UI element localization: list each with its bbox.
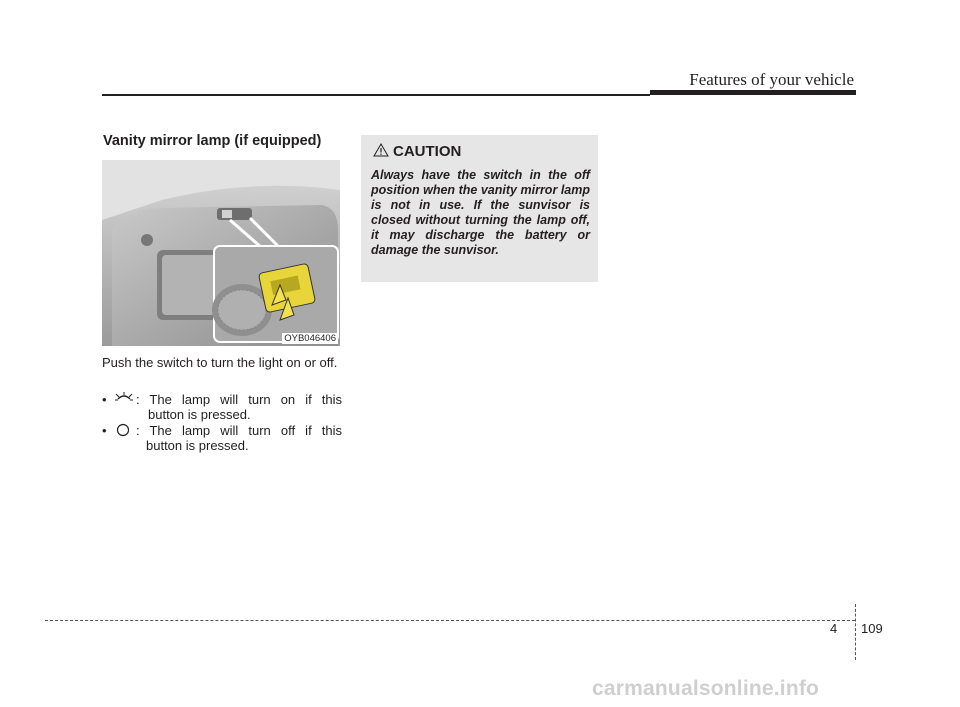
header-rule xyxy=(102,94,650,96)
bullet-dot: • xyxy=(102,423,107,438)
caution-box xyxy=(361,135,598,282)
figure-code: OYB046406 xyxy=(284,333,336,344)
header-rule-thick xyxy=(650,90,856,95)
running-header-title: Features of your vehicle xyxy=(689,70,854,89)
body-intro: Push the switch to turn the light on or off. xyxy=(102,355,338,370)
bullet-text-line1: : The lamp will turn off if this xyxy=(136,423,342,438)
warning-triangle-icon xyxy=(373,143,389,161)
bullet-text-line2: button is pressed. xyxy=(148,407,251,422)
footer-rule xyxy=(45,620,855,621)
lamp-on-icon xyxy=(114,392,134,407)
section-number: 4 xyxy=(830,621,838,636)
caution-text: Always have the switch in the off position when the vanity mirror lamp is not in use. If the sunvisor is closed without turning the lamp off, it may discharge the battery or damage the sunvisor. xyxy=(371,168,590,257)
page-number-divider xyxy=(855,604,856,660)
caution-title: CAUTION xyxy=(393,143,462,160)
lamp-off-icon xyxy=(114,423,132,440)
sunvisor-drawing xyxy=(102,160,340,346)
page-number: 109 xyxy=(861,621,883,636)
watermark: carmanualsonline.info xyxy=(592,677,820,700)
section-heading: Vanity mirror lamp (if equipped) xyxy=(103,133,322,149)
bullet-text-line1: : The lamp will turn on if this xyxy=(136,392,342,407)
bullet-text-line2: button is pressed. xyxy=(146,438,249,453)
vanity-mirror-illustration xyxy=(102,160,340,346)
bullet-dot: • xyxy=(102,392,107,407)
caution-heading xyxy=(373,143,461,161)
